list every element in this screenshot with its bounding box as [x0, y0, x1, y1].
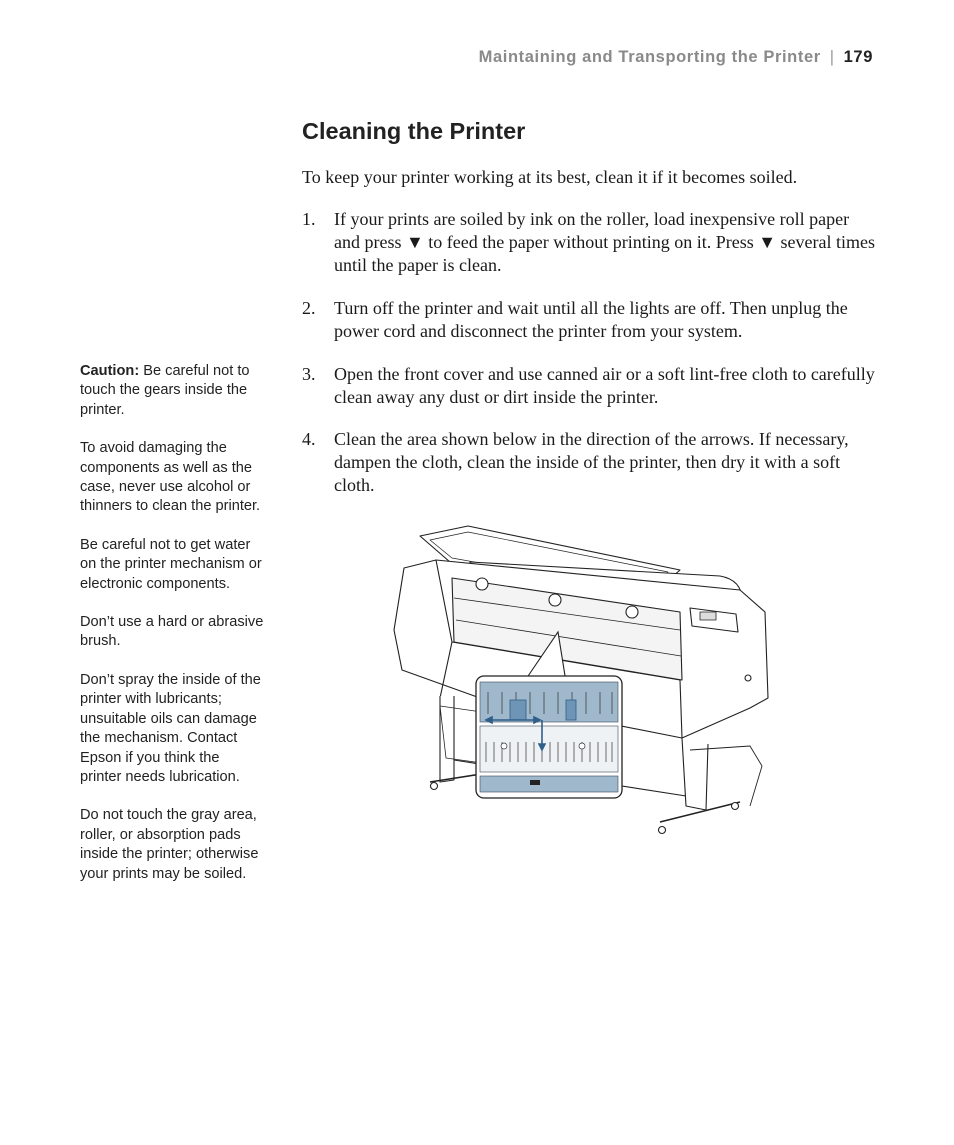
- sidebar-note: Don’t use a hard or abrasive brush.: [80, 614, 264, 650]
- caution-note: [80, 362, 264, 420]
- step-4: [302, 428, 877, 497]
- callout-detail: [476, 676, 622, 798]
- printer-cleaning-illustration: [390, 520, 775, 850]
- callout-platen-area: [480, 726, 618, 772]
- running-header: [479, 48, 873, 67]
- step-3: [302, 363, 877, 409]
- step-text: Turn off the printer and wait until all the lights are off. Then unplug the power cord and disconnect the printer from your system.: [334, 298, 848, 341]
- step-text: Open the front cover and use canned air or a soft lint-free cloth to carefully clean away any dust or dirt inside the printer.: [334, 364, 875, 407]
- step-text: Clean the area shown below in the direction of the arrows. If necessary, dampen the cloth, clean the inside of the printer, then dry it with a soft cloth.: [334, 429, 849, 495]
- step-number: 1.: [302, 209, 316, 229]
- stand-leg-left: [440, 696, 454, 782]
- header-separator: |: [829, 48, 835, 66]
- caution-text: Be careful not to touch the gears inside the printer.: [80, 363, 250, 418]
- sidebar-note: To avoid damaging the components as well as the case, never use alcohol or thinners to clean the printer.: [80, 440, 261, 515]
- step-number: 2.: [302, 298, 316, 318]
- clean-target-area: [566, 700, 576, 720]
- step-1: [302, 208, 877, 277]
- caster-wheel: [732, 803, 739, 810]
- step-2: [302, 297, 877, 343]
- step-number: 3.: [302, 364, 316, 384]
- caster-wheel: [431, 783, 438, 790]
- intro-paragraph: To keep your printer working at its best, clean it if it becomes soiled.: [302, 167, 798, 187]
- gear-icon: [549, 594, 561, 606]
- callout-upper-area: [480, 682, 618, 722]
- caster-wheel: [659, 827, 666, 834]
- page-title: Cleaning the Printer: [302, 118, 526, 144]
- panel-display: [700, 612, 716, 620]
- step-number: 4.: [302, 429, 316, 449]
- callout-lower-area: [480, 776, 618, 792]
- sidebar-note: Do not touch the gray area, roller, or absorption pads inside the printer; otherwise your prints may be soiled.: [80, 807, 259, 882]
- page-number: 179: [843, 48, 873, 66]
- callout-marker: [530, 780, 540, 785]
- sidebar-note: Be careful not to get water on the printer mechanism or electronic components.: [80, 536, 262, 592]
- header-section-title: Maintaining and Transporting the Printer: [478, 48, 821, 66]
- gear-icon: [626, 606, 638, 618]
- step-text: If your prints are soiled by ink on the roller, load inexpensive roll paper and press ▼ to feed the paper without printing on it. Press ▼ several times until the paper is clean.: [334, 209, 876, 275]
- callout-hole: [501, 743, 507, 749]
- clean-target-area: [510, 700, 526, 720]
- caution-label: Caution:: [80, 363, 140, 379]
- callout-hole: [579, 743, 585, 749]
- caution-sidebar: [80, 362, 264, 903]
- printer-illustration-svg: [390, 520, 775, 850]
- gear-icon: [476, 578, 488, 590]
- sidebar-note: Don’t spray the inside of the printer with lubricants; unsuitable oils can damage the mechanism. Contact Epson if you think the printer needs lubrication.: [80, 671, 261, 785]
